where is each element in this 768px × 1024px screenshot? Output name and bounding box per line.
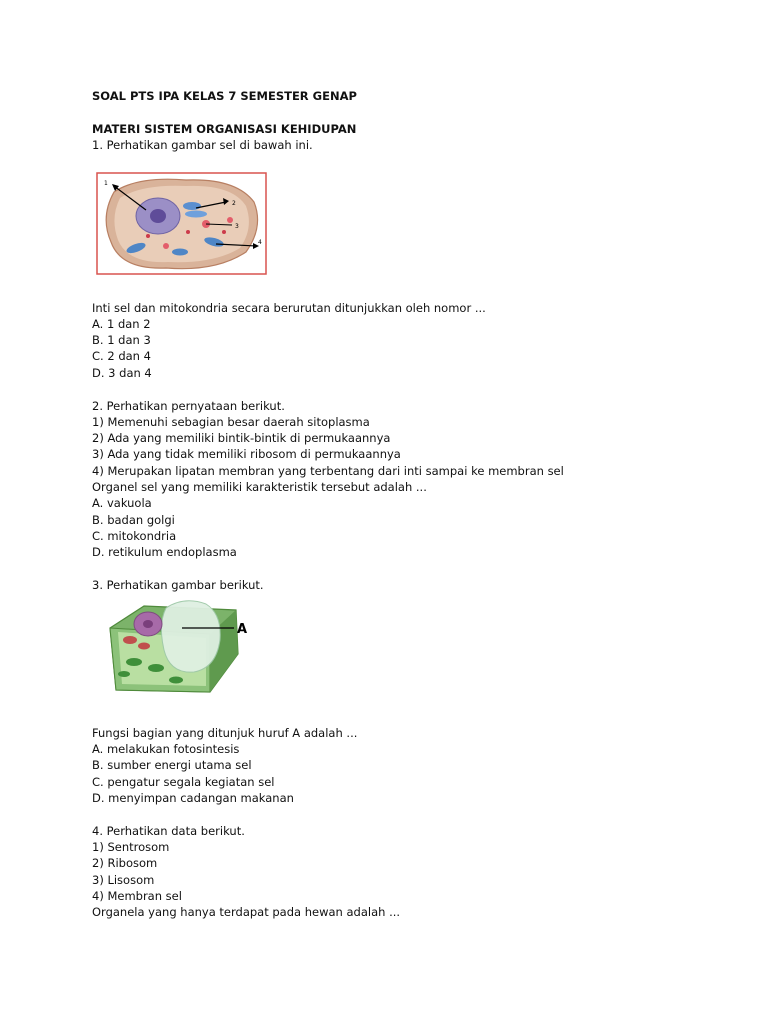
cell-label-1: 1 (104, 180, 108, 187)
question-4-statement-4: 4) Membran sel (92, 889, 182, 903)
question-1-prompt: Inti sel dan mitokondria secara berurutan ditunjukkan oleh nomor ... (92, 301, 486, 315)
cell-label-4: 4 (258, 239, 262, 246)
question-3-option-b: B. sumber energi utama sel (92, 758, 252, 772)
golgi-body (183, 202, 201, 210)
question-1-option-d: D. 3 dan 4 (92, 366, 152, 380)
question-1-option-b: B. 1 dan 3 (92, 333, 151, 347)
question-3-option-a: A. melakukan fotosintesis (92, 742, 240, 756)
question-4-statement-2: 2) Ribosom (92, 856, 158, 870)
question-2-statement-1: 1) Memenuhi sebagian besar daerah sitoplasma (92, 415, 370, 429)
plant-cell-label-a: A (237, 622, 248, 637)
question-2-option-c: C. mitokondria (92, 529, 177, 543)
animal-cell-figure (96, 172, 268, 276)
plant-cell-figure (104, 594, 256, 698)
document-subtitle: MATERI SISTEM ORGANISASI KEHIDUPAN (92, 122, 357, 136)
question-2-option-a: A. vakuola (92, 496, 152, 510)
question-4-prompt: Organela yang hanya terdapat pada hewan adalah ... (92, 905, 401, 919)
question-2-statement-4: 4) Merupakan lipatan membran yang terbentang dari inti sampai ke membran sel (92, 464, 564, 478)
cell-label-2: 2 (232, 200, 236, 207)
question-4-title: 4. Perhatikan data berikut. (92, 824, 245, 838)
question-4-statement-3: 3) Lisosom (92, 873, 155, 887)
question-3-title: 3. Perhatikan gambar berikut. (92, 578, 264, 592)
question-2-statement-2: 2) Ada yang memiliki bintik-bintik di permukaannya (92, 431, 391, 445)
nucleolus (150, 209, 166, 223)
question-3-prompt: Fungsi bagian yang ditunjuk huruf A adalah ... (92, 726, 358, 740)
mitochondrion (123, 636, 137, 644)
question-1-option-a: A. 1 dan 2 (92, 317, 151, 331)
question-2-option-b: B. badan golgi (92, 513, 175, 527)
question-4-statement-1: 1) Sentrosom (92, 840, 170, 854)
question-1-title: 1. Perhatikan gambar sel di bawah ini. (92, 138, 313, 152)
question-2-option-d: D. retikulum endoplasma (92, 545, 237, 559)
question-1-option-c: C. 2 dan 4 (92, 349, 151, 363)
document-title: SOAL PTS IPA KELAS 7 SEMESTER GENAP (92, 89, 357, 103)
question-2-title: 2. Perhatikan pernyataan berikut. (92, 399, 285, 413)
question-2-prompt: Organel sel yang memiliki karakteristik tersebut adalah ... (92, 480, 427, 494)
chloroplast (126, 658, 142, 666)
cell-label-3: 3 (235, 223, 239, 230)
question-3-option-c: C. pengatur segala kegiatan sel (92, 775, 275, 789)
question-2-statement-3: 3) Ada yang tidak memiliki ribosom di permukaannya (92, 447, 401, 461)
central-vacuole (161, 601, 220, 672)
question-3-option-d: D. menyimpan cadangan makanan (92, 791, 294, 805)
